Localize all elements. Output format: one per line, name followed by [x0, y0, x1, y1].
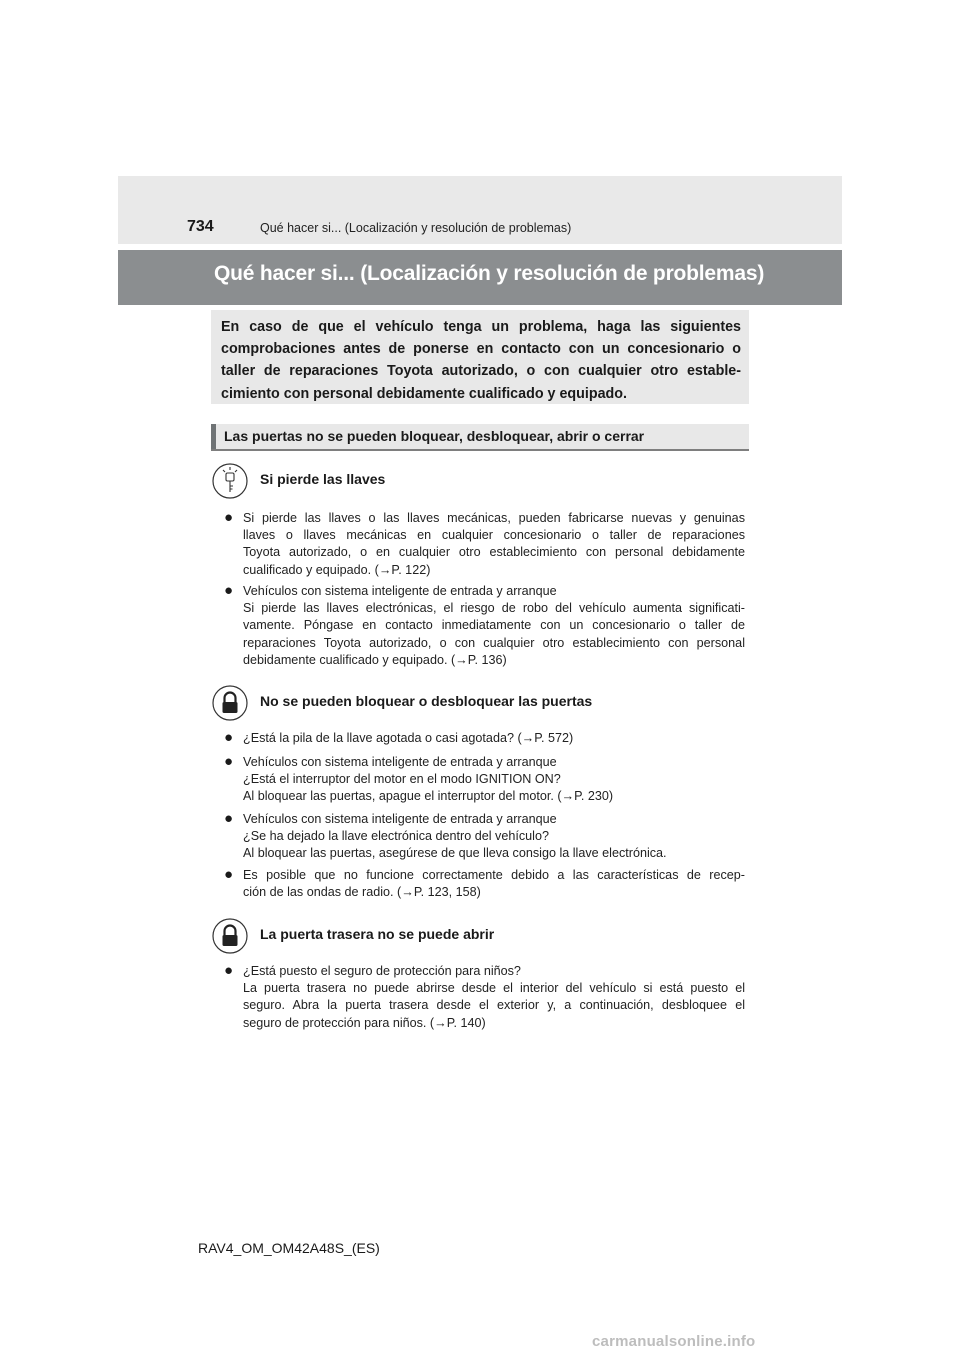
paragraph-line: Vehículos con sistema inteligente de entrada y arranque	[243, 584, 557, 598]
running-header: Qué hacer si... (Localización y resolución de problemas)	[260, 221, 572, 235]
page-title: Qué hacer si... (Localización y resolución de problemas)	[214, 262, 765, 285]
list-item	[243, 730, 745, 747]
list-item	[243, 510, 745, 579]
list-item	[243, 811, 745, 863]
paragraph-line: Si pierde las llaves o las llaves mecánicas, pueden fabricarse nuevas y genuinas	[243, 511, 745, 525]
bullet-glyph: ●	[224, 753, 234, 770]
paragraph-line: ¿Está puesto el seguro de protección para niños?	[243, 964, 521, 978]
bullet-glyph: ●	[224, 810, 234, 827]
page-number: 734	[187, 218, 214, 235]
bullet-glyph: ●	[224, 582, 234, 599]
section-heading-accent	[211, 424, 216, 449]
paragraph-line: Es posible que no funcione correctamente debido a las características de recep-	[243, 868, 745, 882]
paragraph-line: ¿Se ha dejado la llave electrónica dentro del vehículo?	[243, 829, 549, 844]
paragraph-line: La puerta trasera no puede abrirse desde el interior del vehículo si está puesto el	[243, 981, 745, 996]
intro-line: En caso de que el vehículo tenga un problema, haga las siguientes	[221, 319, 741, 335]
intro-text	[221, 316, 741, 405]
paragraph-line: ¿Está la pila de la llave agotada o casi agotada? (→P. 572)	[243, 731, 574, 745]
list-item	[243, 583, 745, 669]
paragraph-line: ¿Está el interruptor del motor en el modo IGNITION ON?	[243, 772, 561, 787]
key-icon	[212, 463, 248, 499]
subsection-title: Si pierde las llaves	[260, 471, 386, 487]
bullet-glyph: ●	[224, 962, 234, 979]
section-heading: Las puertas no se pueden bloquear, desbloquear, abrir o cerrar	[224, 428, 645, 444]
footer-doc-code: RAV4_OM_OM42A48S_(ES)	[198, 1240, 380, 1256]
paragraph-line: Vehículos con sistema inteligente de entrada y arranque	[243, 812, 557, 826]
list-item	[243, 963, 745, 1032]
watermark: carmanualsonline.info	[592, 1333, 756, 1350]
intro-line: comprobaciones antes de ponerse en contacto con un concesionario o	[221, 341, 741, 358]
lock-icon	[212, 918, 248, 954]
subsection-title: La puerta trasera no se puede abrir	[260, 926, 495, 942]
paragraph-line: ción de las ondas de radio. (→P. 123, 158)	[243, 885, 481, 900]
bullet-glyph: ●	[224, 729, 234, 746]
lock-icon	[212, 685, 248, 721]
subsection-title: No se pueden bloquear o desbloquear las puertas	[260, 693, 593, 709]
paragraph-line: vamente. Póngase en contacto inmediatamente con un concesionario o taller de	[243, 618, 745, 633]
paragraph-line: reparaciones Toyota autorizado, o con cualquier otro establecimiento con personal	[243, 635, 745, 650]
intro-line: taller de reparaciones Toyota autorizado, o con cualquier otro estable-	[221, 363, 741, 380]
paragraph-line: Al bloquear las puertas, apague el interruptor del motor. (→P. 230)	[243, 789, 614, 804]
paragraph-line: Si pierde las llaves electrónicas, el riesgo de robo del vehículo aumenta significati-	[243, 601, 745, 616]
intro-line: cimiento con personal debidamente cualificado y equipado.	[221, 385, 627, 402]
bullet-glyph: ●	[224, 866, 234, 883]
paragraph-line: Vehículos con sistema inteligente de entrada y arranque	[243, 755, 557, 769]
paragraph-line: seguro de protección para niños. (→P. 140)	[243, 1015, 486, 1030]
list-item	[243, 754, 745, 806]
paragraph-line: cualificado y equipado. (→P. 122)	[243, 562, 431, 577]
paragraph-line: llaves o llaves mecánicas en cualquier concesionario o taller de reparaciones	[243, 528, 745, 543]
paragraph-line: Al bloquear las puertas, asegúrese de que lleva consigo la llave electrónica.	[243, 846, 667, 861]
paragraph-line: debidamente cualificado y equipado. (→P. 136)	[243, 652, 507, 667]
paragraph-line: Toyota autorizado, o en cualquier otro establecimiento con personal debidamente	[243, 545, 745, 560]
list-item	[243, 867, 745, 901]
paragraph-line: seguro. Abra la puerta trasera desde el exterior y, a continuación, desbloquee el	[243, 998, 745, 1013]
bullet-glyph: ●	[224, 509, 234, 526]
